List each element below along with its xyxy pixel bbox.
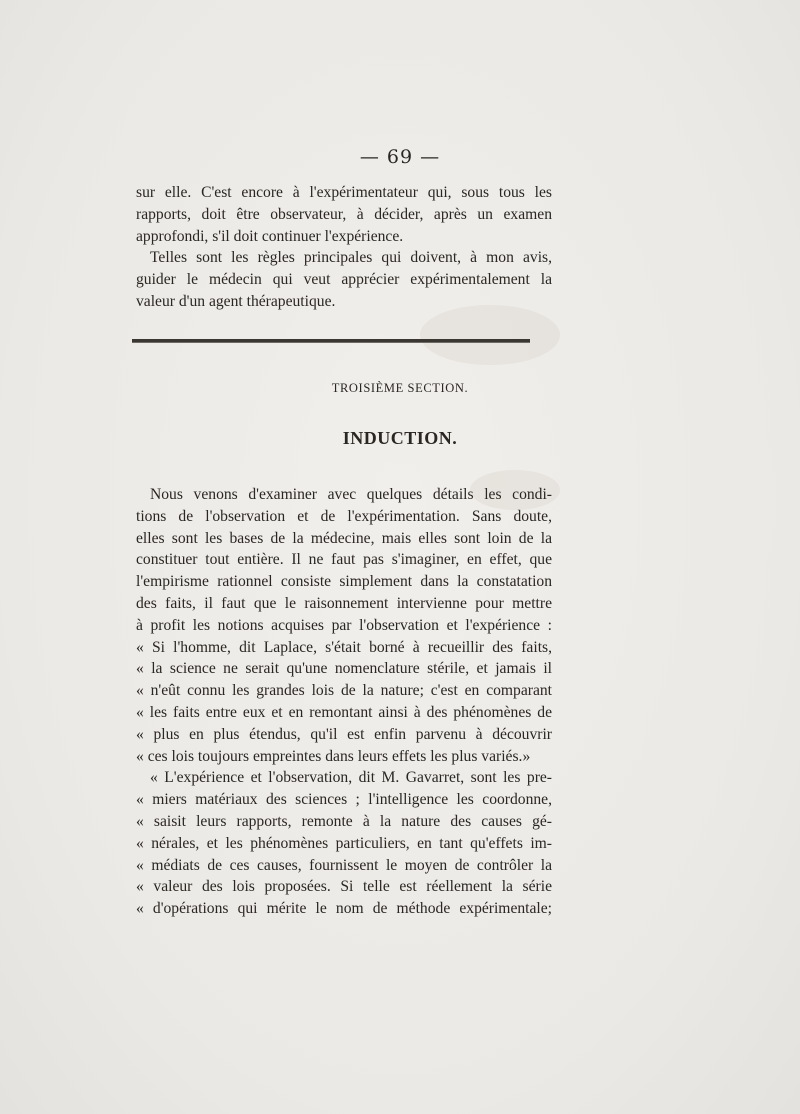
text-line: « n'eût connu les grandes lois de la nature; c'est en comparant	[136, 682, 552, 700]
page-number: — 69 —	[359, 146, 441, 168]
main-text-block	[136, 484, 552, 920]
section-divider	[132, 339, 530, 343]
text-line: rapports, doit être observateur, à décider, après un examen	[136, 205, 552, 223]
text-line: « saisit leurs rapports, remonte à la nature des causes gé-	[136, 812, 552, 830]
text-line: « ces lois toujours empreintes dans leurs effets les plus variés.»	[136, 747, 531, 765]
top-text-block	[136, 182, 552, 313]
text-line: tions de l'observation et de l'expérimentation. Sans doute,	[136, 507, 552, 525]
text-line: sur elle. C'est encore à l'expérimentateur qui, sous tous les	[136, 184, 552, 201]
text-line: « valeur des lois proposées. Si telle est réellement la série	[136, 878, 552, 896]
text-line: « plus en plus étendus, qu'il est enfin parvenu à découvrir	[136, 725, 552, 743]
text-line: guider le médecin qui veut apprécier expérimentalement la	[136, 271, 552, 289]
text-line: des faits, il faut que le raisonnement intervienne pour mettre	[136, 594, 552, 612]
text-line: valeur d'un agent thérapeutique.	[136, 292, 336, 310]
chapter-title: INDUCTION.	[342, 428, 458, 448]
text-line: « d'opérations qui mérite le nom de méthode expérimentale;	[136, 900, 552, 918]
paper-stain	[420, 305, 560, 365]
text-line: Nous venons d'examiner avec quelques détails les condi-	[150, 486, 552, 503]
section-title: TROISIÈME SECTION.	[331, 381, 469, 395]
text-line: « L'expérience et l'observation, dit M. Gavarret, sont les pre-	[150, 769, 552, 787]
text-line: constituer tout entière. Il ne faut pas s'imaginer, en effet, que	[136, 551, 552, 569]
text-line: elles sont les bases de la médecine, mais elles sont loin de la	[136, 529, 552, 547]
text-line: « médiats de ces causes, fournissent le moyen de contrôler la	[136, 856, 552, 874]
text-line: l'empirisme rationnel consiste simplement dans la constatation	[136, 573, 552, 591]
text-line: « miers matériaux des sciences ; l'intelligence les coordonne,	[136, 791, 552, 809]
text-line: « nérales, et les phénomènes particuliers, en tant qu'effets im-	[136, 834, 552, 852]
text-line: approfondi, s'il doit continuer l'expérience.	[136, 227, 404, 245]
text-line: « la science ne serait qu'une nomenclature stérile, et jamais il	[136, 660, 552, 678]
text-line: « les faits entre eux et en remontant ainsi à des phénomènes de	[136, 703, 552, 721]
text-line: Telles sont les règles principales qui doivent, à mon avis,	[150, 249, 552, 267]
text-line: « Si l'homme, dit Laplace, s'était borné à recueillir des faits,	[136, 638, 552, 656]
text-line: à profit les notions acquises par l'observation et l'expérience :	[136, 616, 552, 634]
